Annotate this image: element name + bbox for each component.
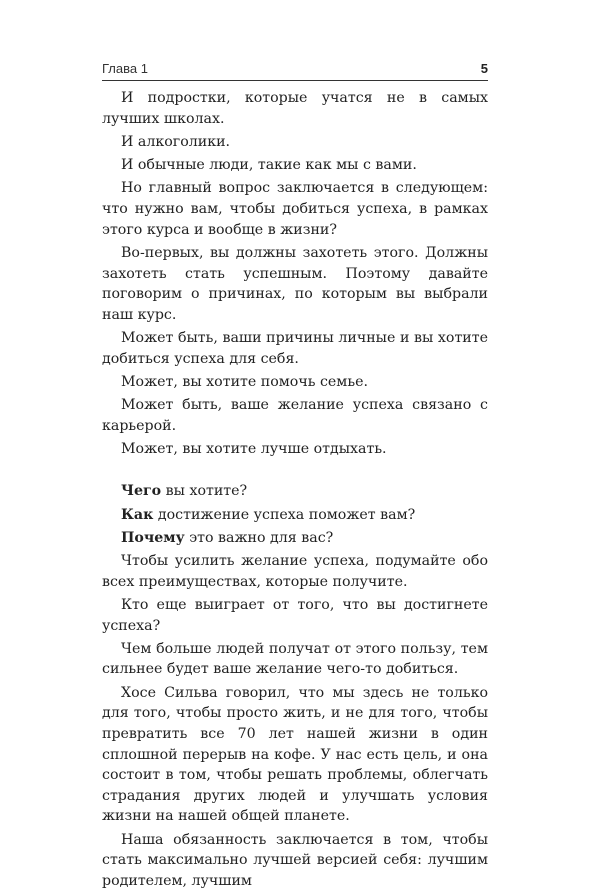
paragraph: Чтобы усилить желание успеха, подумайте обо всех преимуществах, которые получите. bbox=[102, 553, 488, 590]
body-text bbox=[102, 88, 488, 894]
question-line bbox=[102, 481, 488, 502]
chapter-title: Глава 1 bbox=[102, 61, 148, 76]
paragraph: Наша обязанность заключается в том, чтобы стать максимально лучшей версией себя: лучшим родителем, лучшим bbox=[102, 831, 488, 889]
question-line bbox=[102, 505, 488, 526]
question-keyword: Чего bbox=[121, 483, 162, 500]
paragraph: Но главный вопрос заключается в следующем: что нужно вам, чтобы добиться успеха, в рамках этого курса и вообще в жизни? bbox=[102, 180, 488, 238]
paragraph: Кто еще выиграет от того, что вы достигнете успеха? bbox=[102, 597, 488, 634]
question-text: вы хотите? bbox=[161, 483, 248, 500]
section-gap bbox=[102, 462, 488, 481]
paragraph: Во-первых, вы должны захотеть этого. Должны захотеть стать успешным. Поэтому давайте поговорим о причинах, по которым вы выбрали наш курс. bbox=[102, 244, 488, 323]
paragraph: Может, вы хотите лучше отдыхать. bbox=[121, 441, 387, 457]
question-line bbox=[102, 528, 488, 549]
paragraph: Может, вы хотите помочь семье. bbox=[121, 373, 368, 390]
question-text: достижение успеха поможет вам? bbox=[153, 506, 416, 523]
paragraph: Хосе Сильва говорил, что мы здесь не только для того, чтобы просто жить, и не для того, чтобы превратить все 70 лет нашей жизни в один сплошной перерыв на кофе. У нас есть цель, и она состоит в том, чтобы решать проблемы, облегчать страдания других людей и улучшать условия жизни на нашей общей планете. bbox=[102, 684, 488, 825]
paragraph: Чем больше людей получат от этого пользу, тем сильнее будет ваше желание чего-то добиться. bbox=[102, 640, 488, 678]
paragraph: И алкоголики. bbox=[121, 133, 231, 150]
page-number: 5 bbox=[480, 61, 488, 76]
running-header bbox=[102, 60, 488, 81]
question-text: это важно для вас? bbox=[184, 529, 334, 546]
paragraph: Может быть, ваши причины личные и вы хотите добиться успеха для себя. bbox=[102, 329, 488, 367]
question-keyword: Как bbox=[121, 506, 154, 523]
paragraph: Может быть, ваше желание успеха связано с карьерой. bbox=[102, 397, 488, 434]
question-keyword: Почему bbox=[121, 529, 185, 546]
paragraph: И подростки, которые учатся не в самых лучших школах. bbox=[102, 90, 488, 127]
paragraph: И обычные люди, такие как мы с вами. bbox=[121, 157, 417, 174]
